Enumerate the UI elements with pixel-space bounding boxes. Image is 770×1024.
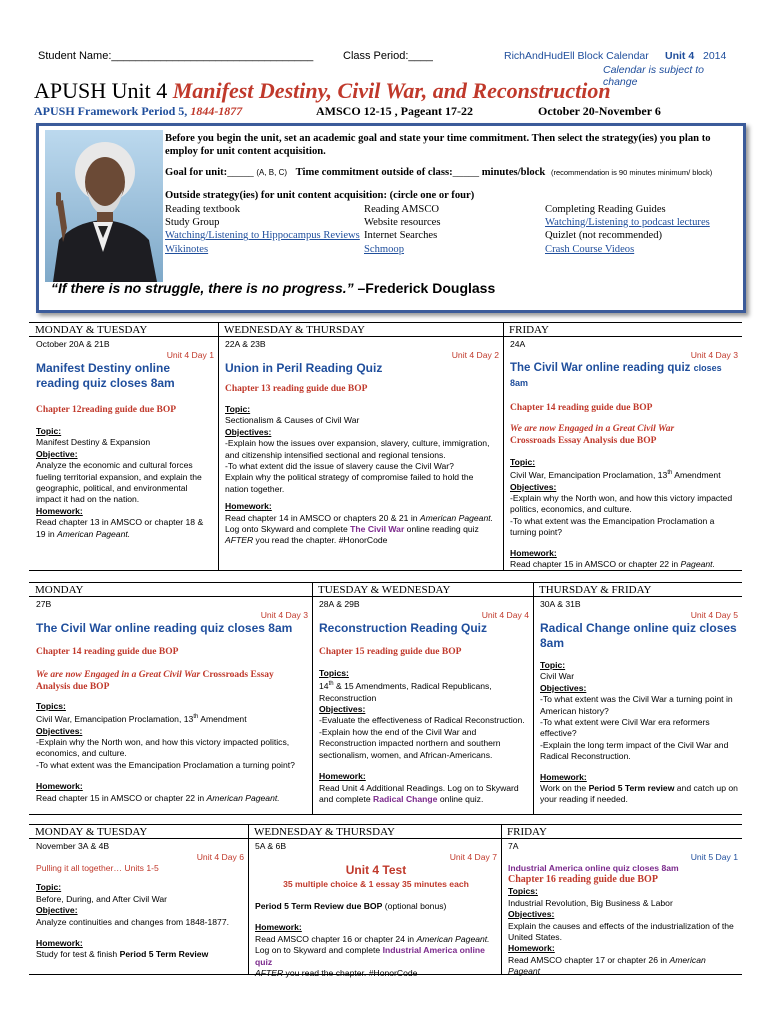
unit-day: Unit 4 Day 2 bbox=[451, 350, 499, 360]
objective-text: -To what extent was the Civil War a turning point in American history? bbox=[540, 694, 733, 716]
homework-text: Read AMSCO chapter 17 or chapter 26 in American Pageant bbox=[508, 954, 706, 977]
objective-text: Analyze continuities and changes from 1848-1877. bbox=[36, 916, 230, 927]
week3-col-mon-tue: November 3A & 4B Unit 4 Day 6 Pulling it all together… Units 1-5 Topic: Before, During, and After Civil War Objective: Analyze continuities and changes from 1848-1877. Homework: Study for test & finish Period 5 Term Review bbox=[36, 841, 244, 960]
strategy-option[interactable]: Internet Searches bbox=[364, 230, 438, 242]
pulling-together: Pulling it all together… Units 1-5 bbox=[36, 863, 159, 873]
week2-col-mon: 27B Unit 4 Day 3 The Civil War online reading quiz closes 8am Chapter 14 reading guide due BOP We are now Engaged in a Great Civil War Crossroads Essay Analysis due BOP Topics: Civil War, Emancipation Proclamation, 13th Amendment Objectives: -Explain why the North won, and how this victory impacted politics, economics, and culture. -To what extent was the Emancipation Proclamation a turning point? Homework: Read chapter 15 in AMSCO or chapter 22 in American Pageant. bbox=[36, 599, 308, 803]
objective-text: -Explain why the North won, and how this victory impacted politics, economics, and culture. bbox=[510, 493, 733, 515]
strategy-option[interactable]: Completing Reading Guides bbox=[545, 203, 666, 215]
objective-text: -To what extent was the Emancipation Proclamation a turning point? bbox=[36, 759, 295, 770]
class-period: Class Period:____ bbox=[343, 50, 433, 62]
objective-text: -To what extent were Civil War era reformers effective? bbox=[540, 717, 710, 739]
week1-header-fri: FRIDAY bbox=[503, 323, 742, 337]
week1-header-wed-thu: WEDNESDAY & THURSDAY bbox=[218, 323, 503, 337]
goal-box bbox=[36, 123, 746, 313]
week1-header-mon-tue: MONDAY & TUESDAY bbox=[29, 323, 218, 337]
reading-guide-due: Chapter 14 reading guide due BOP bbox=[36, 647, 179, 657]
reading-guide-due: Chapter 13 reading guide due BOP bbox=[225, 384, 368, 394]
topic-text: 14th & 15 Amendments, Radical Republicans, Reconstruction bbox=[319, 681, 492, 703]
week-1-table bbox=[29, 322, 742, 571]
week2-col-tue-wed: 28A & 29B Unit 4 Day 4 Reconstruction Reading Quiz Chapter 15 reading guide due BOP Topics: 14th & 15 Amendments, Radical Republicans, Reconstruction Objectives: -Evaluate the effectiveness of Radical Reconstruction. -Explain how the end of the Civil War and Reconstruction impacted northern and southern sectionalism, women, and African-Americans. Homework: Read Unit 4 Additional Readings. Log on to Skyward and complete Radical Change online quiz. bbox=[319, 599, 529, 804]
week1-col-wed-thu: 22A & 23B Unit 4 Day 2 Union in Peril Reading Quiz Chapter 13 reading guide due BOP Topic: Sectionalism & Causes of Civil War Objectives: -Explain how the issues over expansion, slavery, culture, immigration, and citizenship intensified sectional and regional tensions. -To what extent did the issue of slavery cause the Civil War? Explain why the political strategy of compromise failed to hold the nation together. Homework: Read chapter 14 in AMSCO or chapters 20 & 21 in American Pageant. Log onto Skyward and complete The Civil War online reading quiz AFTER you read the chapter. #HonorCode bbox=[225, 339, 499, 546]
homework-text: Study for test & finish Period 5 Term Review bbox=[36, 949, 209, 960]
student-name-label: Student Name: bbox=[38, 50, 112, 62]
unit-day: Unit 4 Day 3 bbox=[690, 350, 738, 360]
time-blank[interactable]: _____ bbox=[452, 166, 480, 178]
unit-day: Unit 4 Day 5 bbox=[690, 610, 738, 620]
objective-text: Analyze the economic and cultural forces fueling territorial expansion, and explain the geographic, political, and environmental impact it had on the nation. bbox=[36, 460, 202, 505]
unit-day: Unit 4 Day 1 bbox=[166, 350, 214, 360]
strategy-option[interactable]: Reading AMSCO bbox=[364, 203, 440, 215]
quiz-title: Industrial America online quiz closes 8am bbox=[508, 863, 679, 873]
week-3-table bbox=[29, 824, 742, 979]
date-label: 24A bbox=[510, 339, 526, 349]
year: 2014 bbox=[703, 50, 727, 62]
unit-day: Unit 4 Day 4 bbox=[481, 610, 529, 620]
quiz-title: The Civil War online reading quiz closes 8am bbox=[510, 362, 722, 388]
homework-text: Read chapter 15 in AMSCO or chapter 22 in Pageant. bbox=[510, 559, 715, 570]
strategy-link[interactable]: Watching/Listening to Hippocampus Reviews bbox=[165, 230, 360, 242]
goal-row: Goal for unit:_____ (A, B, C) Time commitment outside of class:_____ minutes/block (recommendation is 90 minutes minimum/ block) bbox=[165, 166, 713, 178]
week2-col-thu-fri: 30A & 31B Unit 4 Day 5 Radical Change online quiz closes 8am Topic: Civil War Objectives: -To what extent was the Civil War a turning point in American history? -To what extent were Civil War era reformers effective? -Explain the long term impact of the Civil War and Radical Reconstruction. Homework: Work on the Period 5 Term review and catch up on your reading if needed. bbox=[540, 599, 738, 805]
unit-day: Unit 4 Day 7 bbox=[449, 852, 497, 862]
quiz-title: Radical Change online quiz closes 8am bbox=[540, 621, 737, 650]
engaged-note: We are now Engaged in a Great Civil War Crossroads Essay Analysis due BOP bbox=[36, 670, 274, 692]
topic-text: Before, During, and After Civil War bbox=[36, 893, 168, 904]
week1-col-mon-tue: October 20A & 21B Unit 4 Day 1 Manifest Destiny online reading quiz closes 8am Chapter 12reading guide due BOP Topic: Manifest Destiny & Expansion Objective: Analyze the economic and cultural forces fueling territorial expansion, and explain the geographic, political, and environmental impact it had on the nation. Homework: Read chapter 13 in AMSCO or chapter 18 & 19 in American Pageant. bbox=[36, 339, 214, 539]
goal-blank[interactable]: _____ bbox=[227, 166, 254, 178]
topic-text: Civil War bbox=[540, 671, 575, 682]
objective-text: Explain the causes and effects of the industrialization of the United States. bbox=[508, 920, 734, 943]
week2-header-tue-wed: TUESDAY & WEDNESDAY bbox=[312, 583, 533, 597]
strategy-label: Outside strategy(ies) for unit content acquisition: (circle one or four) bbox=[165, 190, 475, 202]
strategy-col-1 bbox=[165, 203, 363, 257]
objective-text: -Explain how the end of the Civil War and Reconstruction impacted northern and southern sectionalism, women, and African-Americans. bbox=[319, 726, 501, 760]
week2-header-thu-fri: THURSDAY & FRIDAY bbox=[533, 583, 742, 597]
quiz-title: Manifest Destiny online reading quiz closes 8am bbox=[36, 361, 175, 390]
date-range: October 20-November 6 bbox=[538, 104, 661, 118]
homework-text: Read AMSCO chapter 16 or chapter 24 in American Pageant. bbox=[255, 933, 490, 944]
test-detail: 35 multiple choice & 1 essay 35 minutes each bbox=[283, 879, 469, 889]
strategy-link[interactable]: Schmoop bbox=[364, 243, 405, 255]
calendar-name: RichAndHudEll Block Calendar bbox=[504, 50, 649, 62]
date-label: November 3A & 4B bbox=[36, 841, 110, 851]
strategy-link[interactable]: Watching/Listening to podcast lectures bbox=[545, 217, 710, 229]
student-name-blank[interactable]: _________________________________ bbox=[111, 50, 314, 62]
strategy-option[interactable]: Study Group bbox=[165, 217, 220, 229]
quiz-title: The Civil War online reading quiz closes 8am bbox=[36, 621, 293, 635]
strategy-list bbox=[165, 203, 740, 257]
date-label: 22A & 23B bbox=[225, 339, 266, 349]
reading-guide-due: Chapter 15 reading guide due BOP bbox=[319, 647, 462, 657]
strategy-option[interactable]: Quizlet (not recommended) bbox=[545, 230, 663, 242]
topic-text: Manifest Destiny & Expansion bbox=[36, 437, 151, 448]
homework-text: Work on the Period 5 Term review and catch up on your reading if needed. bbox=[540, 783, 738, 805]
strategy-option[interactable]: Reading textbook bbox=[165, 203, 241, 215]
reading-guide-due: Chapter 14 reading guide due BOP bbox=[510, 403, 653, 413]
objective-text: -Explain how the issues over expansion, slavery, culture, immigration, and citizenship intensified sectional and regional tensions. bbox=[225, 438, 490, 460]
topic-text: Sectionalism & Causes of Civil War bbox=[225, 415, 360, 426]
essay-due: Crossroads Essay Analysis due BOP bbox=[510, 436, 657, 446]
strategy-col-3 bbox=[545, 203, 740, 257]
homework-text: Read chapter 15 in AMSCO or chapter 22 in American Pageant. bbox=[36, 792, 280, 803]
quiz-title: Reconstruction Reading Quiz bbox=[319, 621, 488, 635]
strategy-link[interactable]: Wikinotes bbox=[165, 243, 209, 255]
date-label: 7A bbox=[508, 841, 519, 851]
unit-test-title: Unit 4 Test bbox=[345, 863, 407, 877]
strategy-col-2 bbox=[364, 203, 534, 257]
radical-change-quiz-ref: Radical Change bbox=[372, 793, 438, 804]
objective-text: -To what extent did the issue of slavery cause the Civil War? bbox=[225, 461, 454, 472]
term-review-due: Period 5 Term Review due BOP (optional bonus) bbox=[255, 901, 447, 911]
unit-day: Unit 5 Day 1 bbox=[690, 852, 738, 862]
objective-text: -Explain why the North won, and how this victory impacted politics, economics, and culture. bbox=[36, 737, 290, 759]
reading-guide-due: Chapter 16 reading guide due BOP bbox=[508, 874, 658, 886]
goal-box-text bbox=[165, 132, 740, 257]
date-label: 28A & 29B bbox=[319, 599, 360, 609]
week1-col-fri: 24A Unit 4 Day 3 The Civil War online reading quiz closes 8am Chapter 14 reading guide due BOP We are now Engaged in a Great Civil War Crossroads Essay Analysis due BOP Topic: Civil War, Emancipation Proclamation, 13th Amendment Objectives: -Explain why the North won, and how this victory impacted politics, economics, and culture. -To what extent was the Emancipation Proclamation a turning point? Homework: Read chapter 15 in AMSCO or chapter 22 in Pageant. bbox=[510, 339, 738, 570]
unit-day: Unit 4 Day 3 bbox=[260, 610, 308, 620]
week2-header-mon: MONDAY bbox=[29, 583, 312, 597]
homework-text: Read Unit 4 Additional Readings. Log on to Skyward bbox=[319, 782, 519, 793]
objective-text: -Explain the long term impact of the Civil War and Radical Reconstruction. bbox=[540, 739, 729, 762]
strategy-option[interactable]: Website resources bbox=[364, 217, 441, 229]
civil-war-quiz-ref: The Civil War bbox=[350, 524, 405, 535]
reading-assignment: AMSCO 12-15 , Pageant 17-22 bbox=[316, 104, 473, 118]
objective-text: Explain why the political strategy of compromise failed to hold the nation together. bbox=[225, 472, 474, 494]
date-label: 27B bbox=[36, 599, 52, 609]
subtitle-row: APUSH Framework Period 5, 1844-1877 AMSCO 12-15 , Pageant 17-22 October 20-November 6 bbox=[34, 104, 661, 118]
reading-guide-due: Chapter 12reading guide due BOP bbox=[36, 405, 177, 415]
engaged-note: We are now Engaged in a Great Civil War bbox=[510, 424, 675, 434]
homework-text: Read chapter 14 in AMSCO or chapters 20 & 21 in American Pageant. bbox=[225, 512, 493, 523]
homework-text: Read chapter 13 in AMSCO or chapter 18 & 19 in American Pageant. bbox=[36, 517, 204, 539]
topic-text: Civil War, Emancipation Proclamation, 13th Amendment bbox=[36, 714, 247, 725]
week3-header-fri: FRIDAY bbox=[501, 825, 742, 839]
topic-text: Civil War, Emancipation Proclamation, 13th Amendment bbox=[510, 470, 721, 481]
class-period-blank[interactable]: ____ bbox=[408, 50, 433, 62]
week3-col-wed-thu: 5A & 6B Unit 4 Day 7 Unit 4 Test 35 multiple choice & 1 essay 35 minutes each Period 5 Term Review due BOP (optional bonus) Homework: Read AMSCO chapter 16 or chapter 24 in American Pageant. Log on to Skyward and complete Industrial America online quiz AFTER you read the chapter. #HonorCode bbox=[255, 841, 497, 979]
page-title: APUSH Unit 4 Manifest Destiny, Civil War, and Reconstruction bbox=[34, 78, 611, 103]
unit-day: Unit 4 Day 6 bbox=[196, 852, 244, 862]
date-label: 5A & 6B bbox=[255, 841, 287, 851]
quiz-title: Union in Peril Reading Quiz bbox=[225, 361, 383, 375]
topic-text: Industrial Revolution, Big Business & Labor bbox=[508, 897, 673, 908]
douglass-portrait bbox=[45, 130, 163, 282]
douglass-quote: “If there is no struggle, there is no progress.” –Frederick Douglass bbox=[51, 280, 496, 296]
week3-header-wed-thu: WEDNESDAY & THURSDAY bbox=[248, 825, 501, 839]
week-2-table bbox=[29, 582, 742, 815]
date-label: 30A & 31B bbox=[540, 599, 581, 609]
page-header bbox=[38, 50, 738, 88]
industrial-america-quiz-ref: Industrial America online quiz bbox=[255, 945, 485, 967]
week3-header-mon-tue: MONDAY & TUESDAY bbox=[29, 825, 248, 839]
strategy-link[interactable]: Crash Course Videos bbox=[545, 243, 635, 255]
date-label: October 20A & 21B bbox=[36, 339, 110, 349]
unit-label: Unit 4 bbox=[665, 50, 695, 62]
objective-text: -Evaluate the effectiveness of Radical Reconstruction. bbox=[319, 715, 525, 726]
box-intro: Before you begin the unit, set an academic goal and state your time commitment. Then select the strategy(ies) you plan to employ for unit content acquisition. bbox=[165, 133, 711, 158]
objective-text: -To what extent was the Emancipation Proclamation a turning point? bbox=[510, 515, 715, 538]
week3-col-fri: 7A Unit 5 Day 1 Industrial America online quiz closes 8am Chapter 16 reading guide due BOP Topics: Industrial Revolution, Big Business & Labor Objectives: Explain the causes and effects of the industrialization of the United States. Homework: Read AMSCO chapter 17 or chapter 26 in American Pageant bbox=[508, 841, 738, 977]
disclaimer: Calendar is subject to change bbox=[603, 64, 704, 88]
